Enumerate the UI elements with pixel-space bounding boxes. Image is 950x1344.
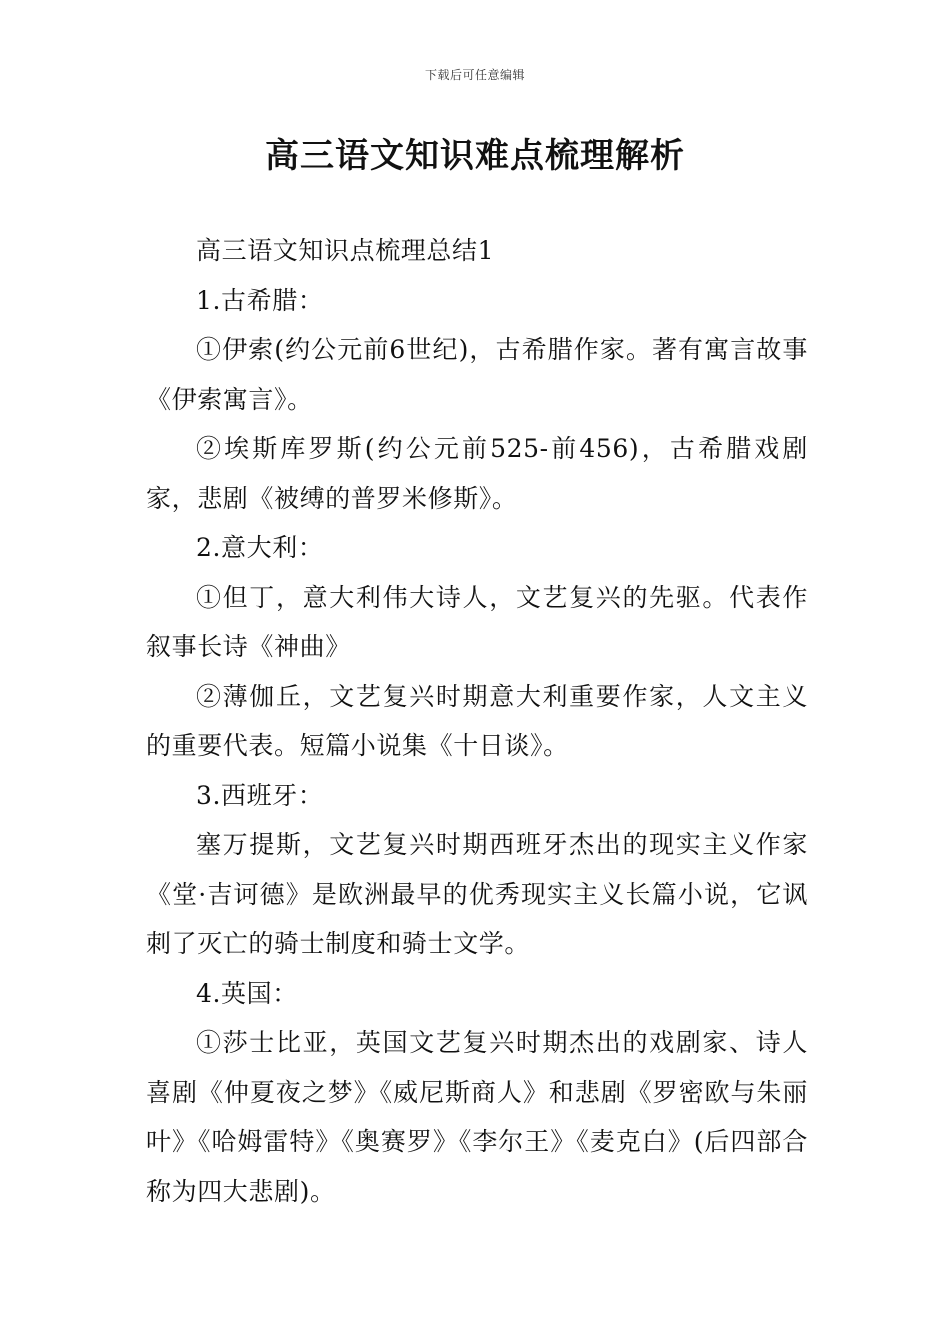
subsection-heading-italy: 2.意大利： xyxy=(196,533,324,562)
paragraph-aeschylus: ②埃斯库罗斯(约公元前525-前456)，古希腊戏剧家，悲剧《被缚的普罗米修斯》。 xyxy=(146,434,808,513)
paragraph-dante: ①但丁，意大利伟大诗人，文艺复兴的先驱。代表作叙事长诗《神曲》 xyxy=(146,582,808,661)
section-heading: 高三语文知识点梳理总结1 xyxy=(196,236,495,265)
paragraph-shakespeare: ①莎士比亚，英国文艺复兴时期杰出的戏剧家、诗人喜剧《仲夏夜之梦》《威尼斯商人》和悲剧《罗密欧与朱丽叶》《哈姆雷特》《奥赛罗》《李尔王》《麦克白》(后四部合称为四大悲剧)。 xyxy=(146,1028,808,1206)
document-body xyxy=(146,226,808,1216)
document-title: 高三语文知识难点梳理解析 xyxy=(265,136,685,176)
header-note: 下载后可任意编辑 xyxy=(424,68,525,82)
subsection-heading-england: 4.英国： xyxy=(196,978,298,1008)
paragraph-cervantes: 塞万提斯，文艺复兴时期西班牙杰出的现实主义作家《堂·吉诃德》是欧洲最早的优秀现实主义长篇小说，它讽刺了灭亡的骑士制度和骑士文学。 xyxy=(146,830,808,958)
subsection-heading-greece: 1.古希腊： xyxy=(196,285,324,315)
subsection-heading-spain: 3.西班牙： xyxy=(196,780,324,810)
paragraph-boccaccio: ②薄伽丘，文艺复兴时期意大利重要作家，人文主义的重要代表。短篇小说集《十日谈》。 xyxy=(146,681,808,760)
paragraph-aesop: ①伊索(约公元前6世纪)，古希腊作家。著有寓言故事《伊索寓言》。 xyxy=(146,335,808,414)
